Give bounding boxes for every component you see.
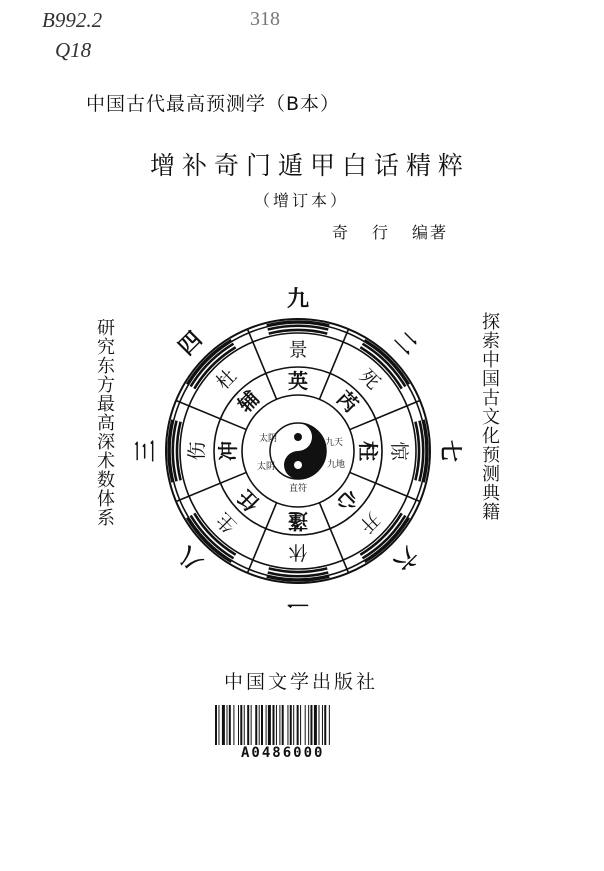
barcode-bar (247, 705, 249, 745)
palace-divider (319, 503, 348, 573)
barcode-bar (290, 705, 292, 745)
series-title: 中国古代最高预测学（B本） (86, 93, 341, 115)
barcode-bar (310, 705, 312, 745)
barcode-bar (227, 705, 228, 745)
barcode-bar (287, 705, 288, 745)
palace-divider (350, 472, 420, 501)
palace-divider (247, 329, 276, 399)
barcode-number: A0486000 (241, 745, 325, 761)
door-label: 景 (288, 339, 308, 361)
taiji-dot-light (294, 461, 302, 469)
publisher-name: 中国文学出版社 (224, 671, 379, 693)
palace-divider (176, 472, 246, 501)
door-label: 休 (288, 541, 308, 563)
barcode-bar (266, 705, 267, 745)
edition-label: （增订本） (254, 191, 350, 210)
barcode-bar (297, 705, 299, 745)
barcode-bar (259, 705, 260, 745)
handwritten-mark: 318 (250, 8, 280, 30)
barcode-bar (279, 705, 280, 745)
barcode-bar (238, 705, 239, 745)
star-label: 柱 (356, 441, 380, 461)
barcode-bar (324, 705, 326, 745)
palace-number: 八 (173, 541, 208, 576)
author-line (332, 220, 448, 243)
barcode-bar (255, 705, 257, 745)
barcode-bar (251, 705, 252, 745)
barcode-bar (329, 705, 330, 745)
spirit-label: 九天 (324, 438, 344, 448)
barcode-bar (268, 705, 271, 745)
barcode (215, 705, 370, 745)
door-label: 杜 (212, 365, 242, 395)
palace-divider (350, 400, 420, 429)
palace-number: 三 (133, 439, 159, 463)
star-label: 蓬 (288, 509, 308, 533)
door-label: 开 (354, 507, 384, 537)
spirit-label: 太阴 (256, 462, 276, 472)
star-label: 心 (331, 484, 364, 517)
barcode-bar (305, 705, 306, 745)
barcode-bar (282, 705, 284, 745)
barcode-bar (215, 705, 217, 745)
barcode-bar (229, 705, 231, 745)
barcode-bar (314, 705, 317, 745)
palace-divider (247, 503, 276, 573)
star-label: 辅 (232, 385, 265, 418)
book-title: 增补奇门遁甲白话精粹 (150, 151, 471, 180)
barcode-bar (261, 705, 263, 745)
star-label: 冲 (216, 441, 240, 461)
barcode-bar (308, 705, 309, 745)
palace-number: 九 (286, 286, 310, 312)
palace-number: 一 (286, 590, 310, 616)
door-label: 惊 (388, 441, 410, 461)
spirit-label: 太阴 (258, 434, 278, 444)
barcode-bar (218, 705, 219, 745)
palace-number: 四 (173, 326, 208, 361)
door-label: 死 (354, 365, 384, 395)
barcode-bar (300, 705, 301, 745)
taiji-dot-dark (294, 433, 302, 441)
author-name-2: 行 (372, 223, 391, 242)
handwritten-call-number: B992.2 (42, 8, 103, 32)
qimen-diagram (133, 285, 463, 616)
door-label: 伤 (186, 441, 208, 461)
barcode-bar (319, 705, 320, 745)
palace-number: 二 (388, 326, 423, 361)
right-slogan: 探索中国古文化预测典籍 (479, 312, 500, 521)
barcode-bar (293, 705, 294, 745)
barcode-bar (233, 705, 234, 745)
spirit-label: 九地 (326, 460, 346, 470)
door-label: 生 (212, 507, 242, 537)
barcode-bar (322, 705, 323, 745)
barcode-bar (222, 705, 225, 745)
star-label: 英 (288, 369, 308, 393)
author-role: 编著 (412, 223, 449, 242)
left-slogan: 研究东方最高深术数体系 (94, 318, 115, 527)
palace-number: 六 (388, 541, 423, 576)
star-label: 任 (232, 484, 265, 517)
barcode-bar (240, 705, 242, 745)
barcode-bar (276, 705, 277, 745)
handwritten-code: Q18 (55, 38, 92, 62)
barcode-bar (273, 705, 275, 745)
spirit-label: 直符 (288, 484, 308, 494)
palace-divider (176, 400, 246, 429)
barcode-bar (244, 705, 245, 745)
author-name-1: 奇 (332, 223, 351, 242)
star-label: 芮 (331, 385, 364, 418)
palace-divider (319, 329, 348, 399)
palace-number: 七 (437, 439, 463, 463)
